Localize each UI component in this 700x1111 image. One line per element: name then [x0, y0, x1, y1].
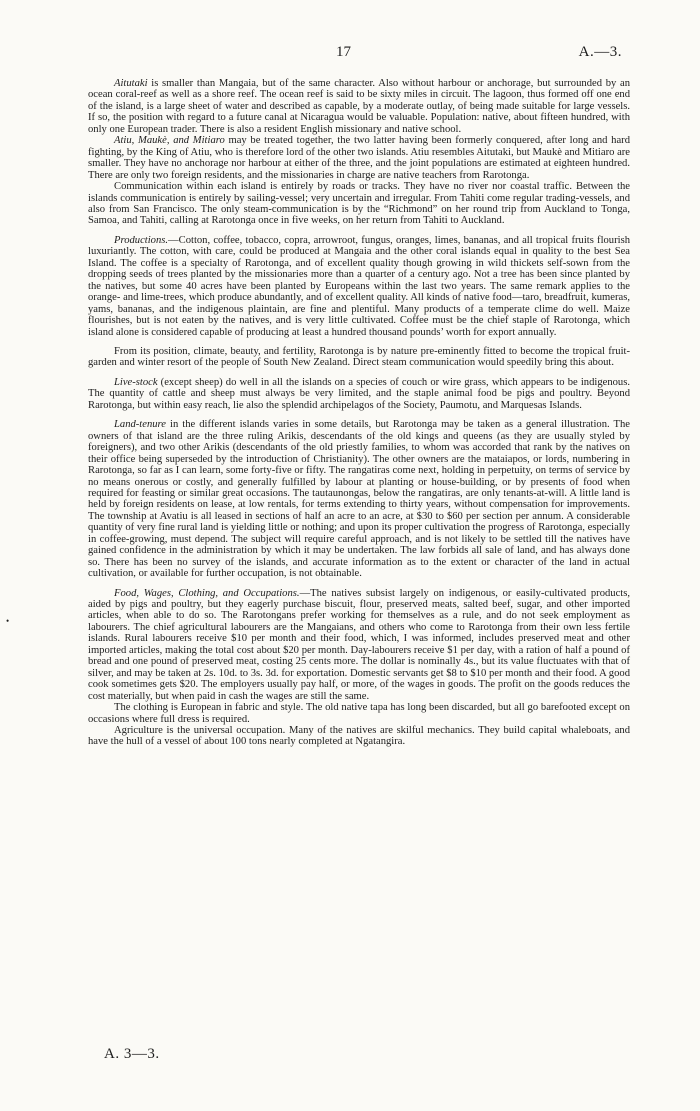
paragraph-text: (except sheep) do well in all the islands on a species of couch or wire grass, which appears to be indigenous. The quantity of cattle and sheep must always be very limited, and the staple animal food be pigs and poultry. Beyond Rarotonga, but within easy reach, lie also the splendid archipelagos of the Society, Paumotu, and Marquesas Islands.: [88, 376, 630, 411]
paragraph-lead: Land-tenure: [114, 419, 166, 431]
paragraph-text: in the different islands varies in some details, but Rarotonga may be taken as a general illustration. The owners of that island are the three ruling Arikis, descendants of the old kings and queens (as they are usually styled by foreigners), and two other Arikis (descendants of the old priestly families, to whom was accorded that rank by the natives on their office being superseded by the introduction of Christianity). The other owners are the mataiapos, or lords, numbering in Rarotonga, so far as I can learn, some forty-five or fifty. The rangatiras come next, holding in perpetuity, on terms of service by no means onerous or costly, and generally fulfilled by labour at planting or house-building, or by presents of food when required for feasting or similar great occasions. The tautaunongas, below the rangatiras, are only tenants-at-will. A little land is held by foreign residents on lease, at low rentals, for terms extending to thirty years, without compensation for improvements. The township at Avatiu is all leased in sections of half an acre to an acre, at $30 to $60 per section per annum. A considerable quantity of very fine rural land is yielding little or nothing; and upon its proper cultivation the progress of Rarotonga, especially in coffee-growing, must depend. The subject will require careful approach, and is not likely to be settled till the natives have gained confidence in the administration by which it may be undertaken. The law forbids all sale of land, and has always done so. There has been no survey of the islands, and accurate information as to the extent or character of the land in actual cultivation, or available for further occupation, is not obtainable.: [88, 419, 630, 580]
paragraph-text: Agriculture is the universal occupation. Many of the natives are skilful mechanics. They build capital whaleboats, and have the hull of a vessel of about 100 tons nearly completed at Ngatangira.: [88, 725, 630, 748]
paragraph-lead: Atiu, Maukè, and Mitiaro: [114, 135, 225, 147]
margin-marker: •: [6, 616, 10, 626]
paragraph-text: may be treated together, the two latter having been formerly conquered, after long and hard fighting, by the King of Atiu, who is therefore lord of the other two islands. Atiu resembles Aitutaki, but Maukè and Mitiaro are smaller. They have no anchorage nor harbour at either of the three, and the joint populations are estimated at eighteen hundred. There are only two foreign residents, and the missionaries in charge are native teachers from Rarotonga.: [88, 135, 631, 181]
paragraph-agriculture: [88, 725, 630, 748]
page-header: [0, 44, 700, 64]
paragraph-text: Communication within each island is entirely by roads or tracks. They have no river nor coastal traffic. Between the islands communication is entirely by sailing-vessel; very uncertain and irregular. From Tahiti come regular trading-vessels, and also from San Francisco. The only steam-communication is by the “Richmond” on her round trip from Auckland to Tonga, Samoa, and Tahiti, calling at Rarotonga once in five weeks, on her return from Tahiti to Auckland.: [88, 181, 630, 227]
paragraph-text: is smaller than Mangaia, but of the same character. Also without harbour or anchorage, but surrounded by an ocean coral-reef as well as a shore reef. The ocean reef is said to be sixty miles in circuit. The lagoon, thus formed off one end of the island, is a large sheet of water and described as capable, by a moderate outlay, of being made suitable for large vessels. If so, the position with regard to a future canal at Nicaragua would be valuable. Population: native, about fifteen hundred, with only one European trader. There is also a resident English missionary and native school.: [88, 78, 630, 135]
paragraph-text: The clothing is European in fabric and style. The old native tapa has long been discarded, but all go barefooted except on occasions where full dress is required.: [88, 702, 630, 725]
paragraph-atiu: [88, 135, 630, 181]
paragraph-lead: Live-stock: [114, 376, 158, 388]
paragraph-food-wages: [88, 588, 630, 703]
paragraph-land-tenure: [88, 419, 630, 579]
document-reference: A.—3.: [578, 44, 622, 60]
paragraph-text: —The natives subsist largely on indigenous, or easily-cultivated products, aided by pigs and poultry, but they eagerly purchase biscuit, flour, preserved meats, salted beef, sugar, and other imported articles, when able to do so. The Rarotongans prefer working for themselves as a rule, and do not seek employment as labourers. The chief agricultural labourers are the Mangaians, and others who come to Rarotonga from their own less fertile islands. Rural labourers receive $10 per month and their food, which, I was informed, includes preserved meat and other imported articles, making the total cost about $20 per month. Day-labourers receive $1 per day, with a ration of half a pound of bread and one pound of preserved meat, costing 25 cents more. The dollar is nominally 4s., but its value fluctuates with that of silver, and may be taken at 2s. 10d. to 3s. 3d. for exportation. Domestic servants get $8 to $10 per month and their food. A good cook sometimes gets $20. The employers usually pay half, or more, of the wages in goods. The profit on the goods reduces the cost materially, but when paid in cash the wages are still the same.: [88, 587, 631, 702]
paragraph-clothing: [88, 702, 630, 725]
paragraph-text: From its position, climate, beauty, and fertility, Rarotonga is by nature pre-eminently fitted to become the tropical fruit-garden and winter resort of the people of South New Zealand. Direct steam communication would speedily bring this about.: [88, 345, 630, 369]
paragraph-text: —Cotton, coffee, tobacco, copra, arrowroot, fungus, oranges, limes, bananas, and all tropical fruits flourish luxuriantly. The cotton, with care, could be produced at Mangaia and the other coral islands equal in quality to the best Sea Island. The coffee is a specialty of Rarotonga, and of excellent quality though growing in wild thickets self-sown from the dropping seeds of trees planted by the missionaries more than a quarter of a century ago. Not a tree has been since planted by the natives, but some 40 acres have been planted by Europeans within the last two years. The same remark applies to the orange- and lime-trees, which produce abundantly, and of excellent quality. All kinds of native food—taro, breadfruit, kumeras, yams, bananas, and the indigenous plaintain, are fine and plentiful. Many products of a temperate clime do well. Maize flourishes, but is not eaten by the natives, and is very little cultivated. Coffee must be the chief staple of Rarotonga, which island alone is considered capable of producing at least a hundred thousand pounds’ worth for export annually.: [88, 234, 630, 338]
paragraph-communication: [88, 181, 630, 227]
paragraph-livestock: [88, 377, 630, 411]
page-number: 17: [336, 44, 351, 60]
paragraph-lead: Food, Wages, Clothing, and Occupations.: [114, 587, 300, 599]
paragraph-lead: Aitutaki: [114, 78, 148, 89]
paragraph-lead: Productions.: [114, 234, 169, 246]
page-footer-reference: A. 3—3.: [104, 1046, 160, 1062]
paragraph-productions: [88, 235, 630, 338]
paragraph-position: [88, 346, 630, 369]
body-text: [88, 78, 630, 748]
paragraph-aitutaki: [88, 78, 630, 135]
